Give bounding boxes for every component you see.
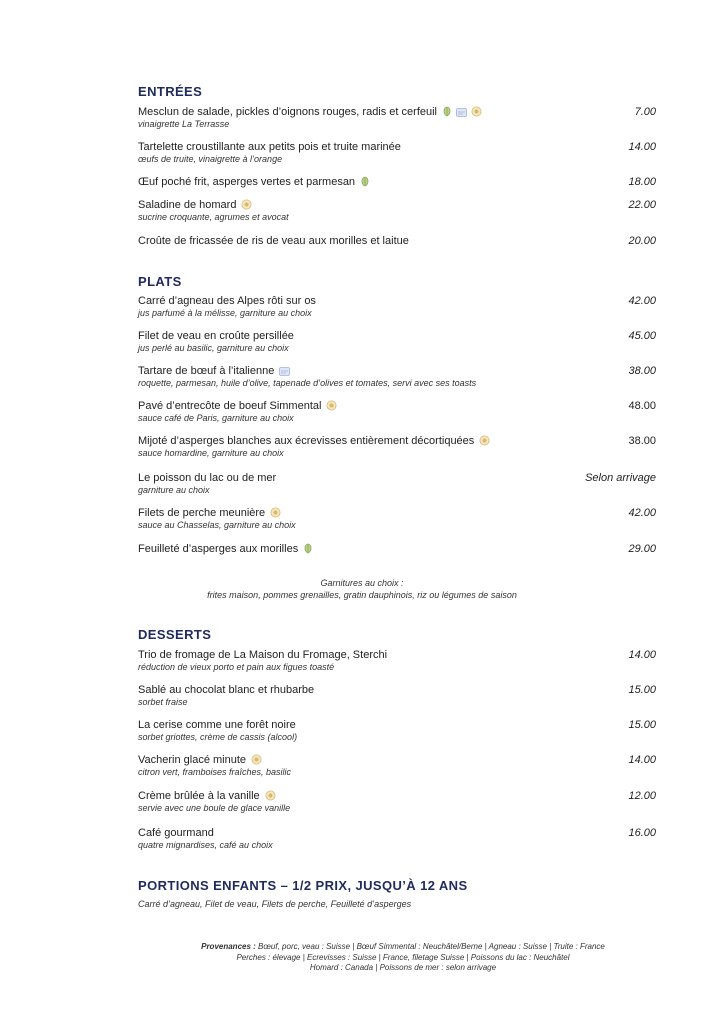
item-description: sorbet fraise [138,697,188,707]
menu-item [138,176,656,190]
item-price: 38.00 [628,435,656,447]
item-description: citron vert, framboises fraîches, basilic [138,767,292,777]
item-description: sauce au Chasselas, garniture au choix [138,520,296,530]
item-name: Tartare de bœuf à l’italienne [138,365,275,377]
item-name: Pavé d’entrecôte de boeuf Simmental [138,400,322,412]
item-price: 45.00 [628,330,656,342]
lactose-free-icon [479,435,490,446]
section-title-entrees: ENTRÉES [138,84,203,99]
item-name: Crème brûlée à la vanille [138,790,260,802]
menu-item [138,141,656,164]
item-description: sorbet griottes, crème de cassis (alcool) [138,732,298,742]
item-name: Mesclun de salade, pickles d’oignons rouges, radis et cerfeuil [138,106,437,118]
lactose-free-icon [251,754,262,765]
item-price: 14.00 [628,141,656,153]
menu-item [138,827,656,850]
item-price: 15.00 [628,719,656,731]
menu-item [138,649,656,672]
item-description: garniture au choix [138,485,210,495]
provenances-line-3: Homard : Canada | Poissons de mer : selon arrivage [309,963,497,972]
gluten-free-icon [456,108,467,117]
provenances-line-1: Provenances : Bœuf, porc, veau : Suisse | Bœuf Simmental : Neuchâtel/Berne | Agneau : Suisse | Truite : France [201,942,605,951]
item-price: 48.00 [628,400,656,412]
item-price: 22.00 [628,199,656,211]
item-description: jus parfumé à la mélisse, garniture au choix [138,308,312,318]
menu-item [138,790,656,813]
item-description: roquette, parmesan, huile d’olive, tapenade d’olives et tomates, servi avec ses toasts [138,378,477,388]
kids-items: Carré d’agneau, Filet de veau, Filets de perche, Feuilleté d’asperges [138,899,412,909]
menu-item [138,719,656,742]
item-name: La cerise comme une forêt noire [138,719,296,731]
item-price: 12.00 [628,790,656,802]
item-price: 18.00 [628,176,656,188]
section-title-desserts: DESSERTS [138,627,212,642]
item-price: 14.00 [628,649,656,661]
item-name: Carré d’agneau des Alpes rôti sur os [138,295,316,307]
item-price: 29.00 [628,543,656,555]
section-title-kids: PORTIONS ENFANTS – 1/2 PRIX, JUSQU’À 12 ANS [138,878,468,893]
menu-item [138,754,656,777]
item-name: Croûte de fricassée de ris de veau aux morilles et laitue [138,235,409,247]
vegetarian-icon [303,543,313,554]
item-price: 38.00 [628,365,656,377]
menu-item [138,543,656,557]
lactose-free-icon [270,507,281,518]
menu-item [138,199,656,222]
provenances-label: Provenances : [201,942,256,951]
item-name: Trio de fromage de La Maison du Fromage, Sterchi [138,649,388,661]
item-price: 42.00 [628,295,656,307]
item-price: 16.00 [628,827,656,839]
item-name: Saladine de homard [138,199,237,211]
item-name: Feuilleté d’asperges aux morilles [138,543,299,555]
item-name: Filets de perche meunière [138,507,266,519]
item-name: Filet de veau en croûte persillée [138,330,294,342]
item-name: Tartelette croustillante aux petits pois et truite marinée [138,141,401,153]
item-price: 42.00 [628,507,656,519]
item-name: Sablé au chocolat blanc et rhubarbe [138,684,315,696]
item-price: 14.00 [628,754,656,766]
item-name: Le poisson du lac ou de mer [138,472,277,484]
item-name: Œuf poché frit, asperges vertes et parmesan [138,176,356,188]
menu-item [138,472,656,495]
lactose-free-icon [241,199,252,210]
item-description: servie avec une boule de glace vanille [138,803,291,813]
item-price: Selon arrivage [585,472,656,484]
gluten-free-icon [279,367,290,376]
menu-item [138,400,656,423]
lactose-free-icon [326,400,337,411]
item-description: jus perlé au basilic, garniture au choix [138,343,289,353]
garnish-title: Garnitures au choix : [320,578,404,588]
menu-item [138,365,656,388]
lactose-free-icon [265,790,276,801]
item-description: vinaigrette La Terrasse [138,119,230,129]
lactose-free-icon [471,106,482,117]
item-name: Vacherin glacé minute [138,754,247,766]
garnish-text: frites maison, pommes grenailles, gratin dauphinois, riz ou légumes de saison [207,590,517,600]
item-name: Mijoté d’asperges blanches aux écrevisses entièrement décortiquées [138,435,475,447]
item-description: sauce homardine, garniture au choix [138,448,284,458]
item-price: 15.00 [628,684,656,696]
item-description: réduction de vieux porto et pain aux figues toasté [138,662,335,672]
item-name: Café gourmand [138,827,214,839]
item-description: quatre mignardises, café au choix [138,840,273,850]
item-description: œufs de truite, vinaigrette à l’orange [138,154,283,164]
item-price: 7.00 [634,106,656,118]
item-description: sauce café de Paris, garniture au choix [138,413,294,423]
menu-item [138,295,656,318]
section-title-plats: PLATS [138,274,182,289]
item-price: 20.00 [628,235,656,247]
provenances-line-2: Perches : élevage | Ecrevisses : Suisse | France, filetage Suisse | Poissons du lac : Neuchâtel [236,952,570,962]
vegetarian-icon [442,106,452,117]
menu-item [138,684,656,707]
vegetarian-icon [360,176,370,187]
menu-item [138,106,656,129]
menu-item [138,330,656,353]
item-description: sucrine croquante, agrumes et avocat [138,212,289,222]
menu-item [138,235,656,249]
menu-item [138,507,656,530]
menu-item [138,435,656,458]
